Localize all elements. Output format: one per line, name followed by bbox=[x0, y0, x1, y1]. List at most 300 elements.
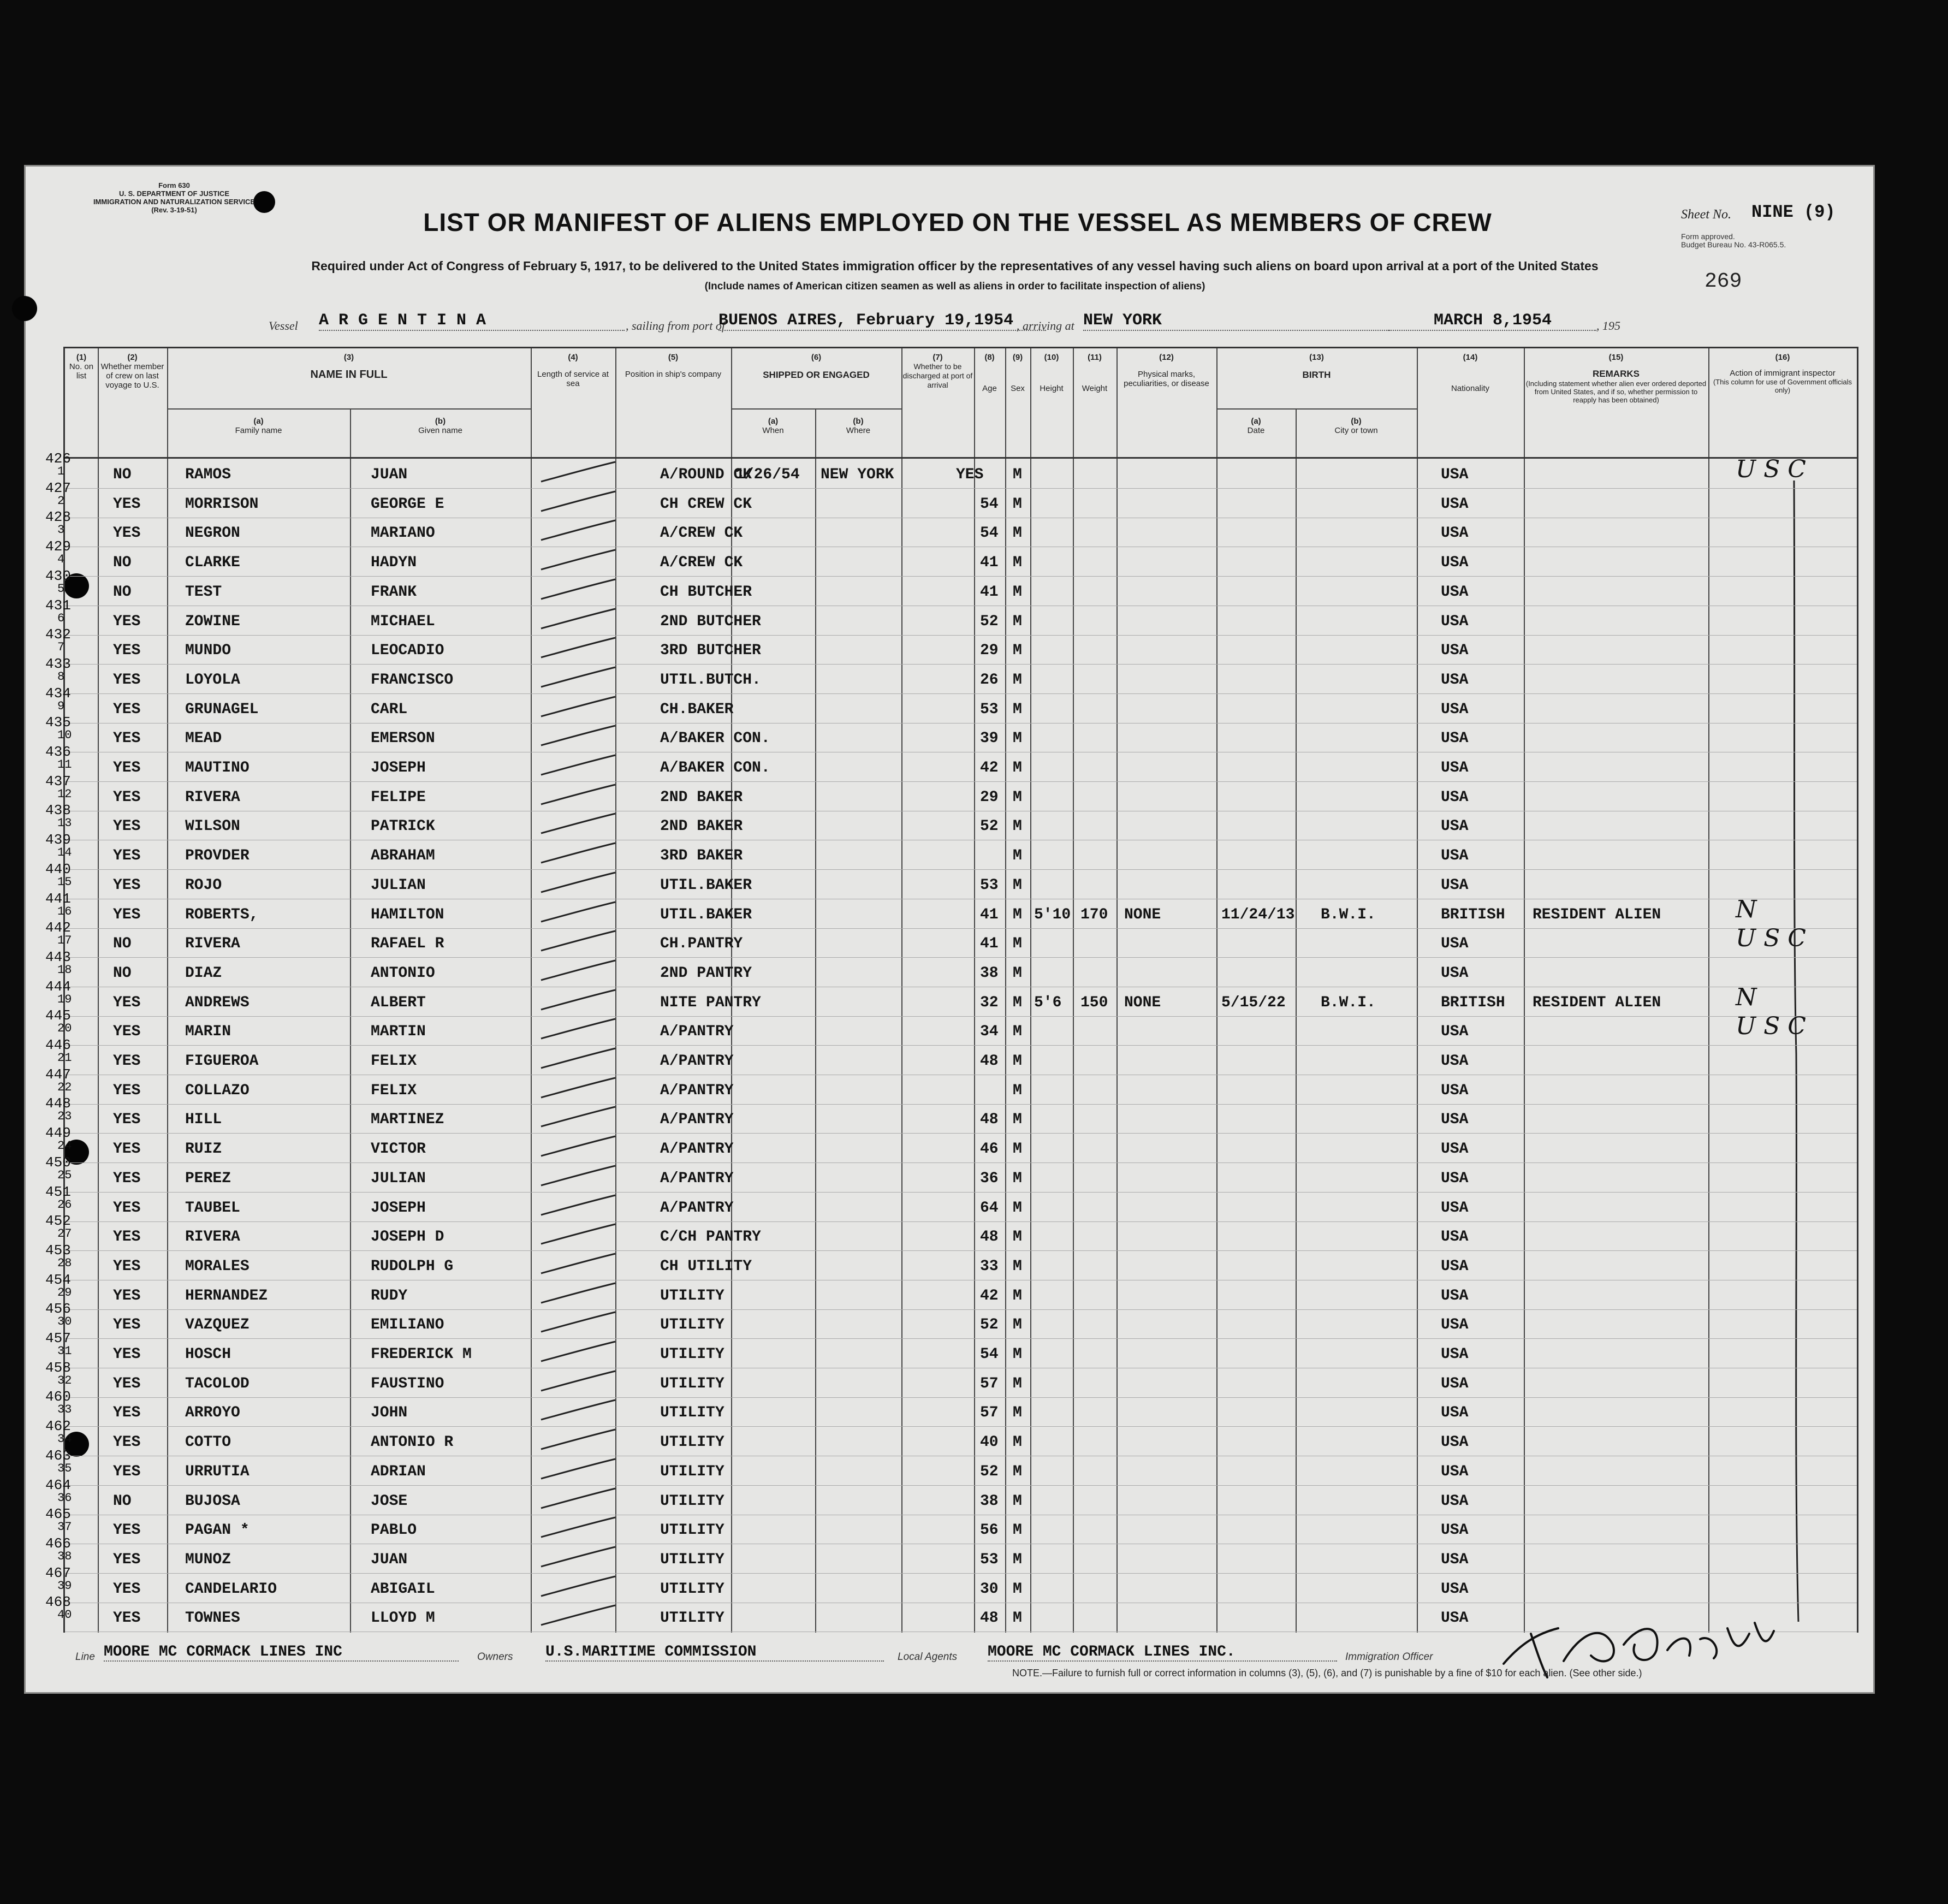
cell-given: ABIGAIL bbox=[371, 1580, 435, 1598]
cell-family: PEREZ bbox=[185, 1170, 231, 1187]
cell-crew: YES bbox=[113, 1141, 141, 1158]
col-3a-label: Family name bbox=[235, 426, 282, 435]
cell-action: N bbox=[1736, 983, 1765, 1011]
service-ditto-mark bbox=[538, 929, 620, 954]
owners: U.S.MARITIME COMMISSION bbox=[545, 1644, 884, 1662]
service-ditto-mark bbox=[538, 811, 620, 837]
col-13-number: (13) bbox=[1309, 353, 1324, 362]
cell-crew: YES bbox=[113, 525, 141, 542]
cell-family: MEAD bbox=[185, 730, 222, 748]
row-number bbox=[45, 1185, 72, 1212]
row-number bbox=[45, 1508, 72, 1534]
cell-nationality: USA bbox=[1441, 1522, 1469, 1539]
col-3-number: (3) bbox=[343, 353, 354, 362]
cell-given: MARTINEZ bbox=[371, 1111, 444, 1129]
line-number: 27 bbox=[57, 1227, 72, 1241]
row-number bbox=[45, 980, 72, 1006]
cell-position: C/CH PANTRY bbox=[660, 1229, 761, 1246]
cell-crew: YES bbox=[113, 1463, 141, 1480]
punch-hole bbox=[12, 296, 37, 321]
cell-action: N bbox=[1736, 895, 1765, 923]
cell-age: 26 bbox=[980, 671, 999, 689]
cell-sex: M bbox=[1013, 1111, 1022, 1129]
cell-given: PATRICK bbox=[371, 818, 435, 835]
cell-crew: YES bbox=[113, 495, 141, 513]
cell-age: 42 bbox=[980, 1287, 999, 1304]
row-number bbox=[45, 1273, 72, 1300]
list-number: 428 bbox=[45, 509, 71, 526]
cell-position: A/PANTRY bbox=[660, 1023, 734, 1041]
col-1-label: No. on list bbox=[69, 362, 94, 381]
cell-sex: M bbox=[1013, 730, 1022, 748]
cell-given: HADYN bbox=[371, 554, 417, 572]
cell-crew: YES bbox=[113, 906, 141, 923]
cell-nationality: USA bbox=[1441, 701, 1469, 718]
cell-given: JUAN bbox=[371, 1551, 408, 1568]
col-6-number: (6) bbox=[811, 353, 822, 362]
col-6-label: SHIPPED OR ENGAGED bbox=[763, 370, 870, 380]
service-ditto-mark bbox=[538, 723, 620, 749]
cell-given: LEOCADIO bbox=[371, 642, 444, 660]
cell-family: HOSCH bbox=[185, 1346, 231, 1363]
cell-sex: M bbox=[1013, 906, 1022, 923]
cell-crew: YES bbox=[113, 613, 141, 630]
row-number bbox=[45, 452, 71, 478]
cell-nationality: USA bbox=[1441, 613, 1469, 630]
list-number: 429 bbox=[45, 538, 71, 555]
cell-nationality: USA bbox=[1441, 671, 1469, 689]
list-number: 447 bbox=[45, 1066, 71, 1083]
cell-position: A/PANTRY bbox=[660, 1053, 734, 1070]
cell-given: ANTONIO R bbox=[371, 1434, 454, 1451]
cell-family: TAUBEL bbox=[185, 1199, 240, 1217]
col-6b-label: Where bbox=[846, 426, 871, 435]
cell-position: A/PANTRY bbox=[660, 1082, 734, 1099]
sailing-from: BUENOS AIRES, February 19,1954 bbox=[718, 311, 1046, 331]
cell-family: HILL bbox=[185, 1111, 222, 1129]
service-ditto-mark bbox=[538, 607, 620, 632]
cell-family: PAGAN * bbox=[185, 1522, 250, 1539]
row-number bbox=[45, 1390, 72, 1416]
line-number: 23 bbox=[57, 1110, 72, 1124]
list-number: 467 bbox=[45, 1564, 71, 1581]
table-header bbox=[63, 347, 1858, 459]
cell-nationality: USA bbox=[1441, 1258, 1469, 1275]
service-ditto-mark bbox=[538, 870, 620, 895]
col-9-label: Sex bbox=[1011, 384, 1025, 393]
cell-sex: M bbox=[1013, 935, 1022, 953]
col-5-label: Position in ship's company bbox=[625, 370, 722, 379]
row-number bbox=[45, 863, 72, 889]
col-13a-letter: (a) bbox=[1251, 417, 1261, 426]
cell-given: CARL bbox=[371, 701, 408, 718]
cell-bdate: 11/24/13 bbox=[1221, 906, 1295, 923]
col-10-label: Height bbox=[1040, 384, 1064, 393]
cell-family: RUIZ bbox=[185, 1141, 222, 1158]
cell-age: 38 bbox=[980, 1492, 999, 1510]
cell-nationality: USA bbox=[1441, 1346, 1469, 1363]
cell-family: HERNANDEZ bbox=[185, 1287, 268, 1304]
cell-position: 2ND BAKER bbox=[660, 818, 743, 835]
cell-nationality: USA bbox=[1441, 1141, 1469, 1158]
service-ditto-mark bbox=[538, 548, 620, 573]
cell-position: 3RD BAKER bbox=[660, 847, 743, 865]
list-number: 437 bbox=[45, 773, 71, 790]
cell-given: EMERSON bbox=[371, 730, 435, 748]
col-12-number: (12) bbox=[1159, 353, 1174, 362]
cell-given: FAUSTINO bbox=[371, 1375, 444, 1392]
col-10-number: (10) bbox=[1044, 353, 1059, 362]
cell-crew: YES bbox=[113, 642, 141, 660]
cell-action: USC bbox=[1736, 924, 1814, 953]
cell-crew: NO bbox=[113, 583, 132, 601]
cell-remarks: RESIDENT ALIEN bbox=[1533, 994, 1661, 1011]
cell-nationality: USA bbox=[1441, 1287, 1469, 1304]
cell-given: ANTONIO bbox=[371, 964, 435, 982]
cell-given: LLOYD M bbox=[371, 1610, 435, 1627]
cell-age: 34 bbox=[980, 1023, 999, 1041]
cell-sex: M bbox=[1013, 788, 1022, 806]
cell-weight: 170 bbox=[1080, 906, 1108, 923]
service-ditto-mark bbox=[538, 753, 620, 778]
cell-sex: M bbox=[1013, 1551, 1022, 1568]
service-ditto-mark bbox=[538, 1515, 620, 1540]
line-number: 14 bbox=[57, 846, 72, 860]
cell-family: LOYOLA bbox=[185, 671, 240, 689]
service-ditto-mark bbox=[538, 900, 620, 925]
cell-nationality: USA bbox=[1441, 730, 1469, 748]
service-ditto-mark bbox=[538, 1076, 620, 1101]
manifest-sheet bbox=[24, 165, 1875, 1694]
line-number: 21 bbox=[57, 1051, 72, 1065]
line-number: 12 bbox=[57, 787, 72, 801]
line-number: 29 bbox=[57, 1285, 72, 1300]
cell-age: 33 bbox=[980, 1258, 999, 1275]
service-ditto-mark bbox=[538, 1251, 620, 1277]
cell-crew: YES bbox=[113, 994, 141, 1011]
col-15-note: (Including statement whether alien ever ordered deported from United States, and if so, whether permission to reapply has been obtained) bbox=[1525, 379, 1707, 404]
cell-position: A/PANTRY bbox=[660, 1199, 734, 1217]
row-number bbox=[45, 1361, 72, 1387]
cell-nationality: USA bbox=[1441, 642, 1469, 660]
cell-sex: M bbox=[1013, 495, 1022, 513]
service-ditto-mark bbox=[538, 1545, 620, 1570]
col-13-label: BIRTH bbox=[1302, 370, 1331, 380]
cell-crew: YES bbox=[113, 1023, 141, 1041]
cell-family: DIAZ bbox=[185, 964, 222, 982]
list-number: 457 bbox=[45, 1330, 71, 1347]
table-row bbox=[45, 802, 1857, 840]
cell-position: A/CREW CK bbox=[660, 554, 743, 572]
service-ditto-mark bbox=[538, 1339, 620, 1365]
cell-position: 2ND BUTCHER bbox=[660, 613, 761, 630]
cell-family: MAUTINO bbox=[185, 760, 250, 776]
cell-nationality: USA bbox=[1441, 1434, 1469, 1451]
cell-sex: M bbox=[1013, 1229, 1022, 1246]
cell-nationality: USA bbox=[1441, 1053, 1469, 1070]
line-number: 28 bbox=[57, 1256, 72, 1270]
row-number bbox=[45, 1595, 72, 1622]
cell-nationality: USA bbox=[1441, 818, 1469, 835]
line-number: 25 bbox=[57, 1168, 72, 1182]
col-3-label: NAME IN FULL bbox=[310, 369, 388, 381]
cell-age: 36 bbox=[980, 1170, 999, 1187]
cell-sex: M bbox=[1013, 1404, 1022, 1422]
cell-age: 48 bbox=[980, 1610, 999, 1627]
cell-bcity: B.W.I. bbox=[1321, 906, 1376, 923]
cell-crew: YES bbox=[113, 876, 141, 894]
cell-nationality: USA bbox=[1441, 1610, 1469, 1627]
form-service: IMMIGRATION AND NATURALIZATION SERVICE bbox=[93, 198, 256, 206]
cell-age: 32 bbox=[980, 994, 999, 1011]
service-ditto-mark bbox=[538, 1134, 620, 1159]
cell-position: CH CREW CK bbox=[660, 495, 752, 513]
cell-given: FREDERICK M bbox=[371, 1346, 472, 1363]
cell-sex: M bbox=[1013, 1463, 1022, 1480]
cell-position: UTILITY bbox=[660, 1551, 724, 1568]
cell-sex: M bbox=[1013, 1316, 1022, 1334]
cell-age: 53 bbox=[980, 1551, 999, 1568]
cell-age: 48 bbox=[980, 1053, 999, 1070]
cell-marks: NONE bbox=[1124, 994, 1161, 1011]
cell-nationality: USA bbox=[1441, 760, 1469, 776]
cell-position: UTILITY bbox=[660, 1463, 724, 1480]
cell-position: UTIL.BUTCH. bbox=[660, 671, 761, 689]
cell-family: ANDREWS bbox=[185, 994, 250, 1011]
cell-family: RAMOS bbox=[185, 466, 231, 483]
cell-position: UTILITY bbox=[660, 1316, 724, 1334]
cell-nationality: USA bbox=[1441, 1023, 1469, 1041]
cell-age: 52 bbox=[980, 818, 999, 835]
cell-age: 53 bbox=[980, 701, 999, 718]
cell-given: JUAN bbox=[371, 466, 408, 483]
line-number: 31 bbox=[57, 1344, 72, 1358]
cell-family: ROBERTS, bbox=[185, 906, 259, 923]
list-number: 466 bbox=[45, 1535, 71, 1552]
cell-sex: M bbox=[1013, 1434, 1022, 1451]
cell-crew: NO bbox=[113, 1492, 132, 1510]
cell-age: 54 bbox=[980, 525, 999, 542]
cell-position: UTIL.BAKER bbox=[660, 906, 752, 923]
cell-family: FIGUEROA bbox=[185, 1053, 259, 1070]
list-number: 436 bbox=[45, 744, 71, 760]
service-ditto-mark bbox=[538, 1017, 620, 1042]
cell-given: GEORGE E bbox=[371, 495, 444, 513]
cell-age: 41 bbox=[980, 935, 999, 953]
cell-age: 41 bbox=[980, 906, 999, 923]
cell-given: EMILIANO bbox=[371, 1316, 444, 1334]
cell-sex: M bbox=[1013, 613, 1022, 630]
cell-sex: M bbox=[1013, 847, 1022, 865]
cell-age: 29 bbox=[980, 642, 999, 660]
col-3b-label: Given name bbox=[418, 426, 462, 435]
line-number: 33 bbox=[57, 1403, 72, 1417]
cell-family: CANDELARIO bbox=[185, 1580, 277, 1598]
col-3b-letter: (b) bbox=[435, 417, 446, 426]
service-ditto-mark bbox=[538, 1281, 620, 1306]
cell-given: ADRIAN bbox=[371, 1463, 426, 1480]
line-number: 6 bbox=[57, 611, 65, 625]
cell-family: RIVERA bbox=[185, 1229, 240, 1246]
cell-family: MARIN bbox=[185, 1023, 231, 1041]
cell-family: MORALES bbox=[185, 1258, 250, 1275]
cell-sex: M bbox=[1013, 1346, 1022, 1363]
cell-sex: M bbox=[1013, 964, 1022, 982]
cell-sex: M bbox=[1013, 1580, 1022, 1598]
line-number: 3 bbox=[57, 523, 65, 537]
cell-family: VAZQUEZ bbox=[185, 1316, 250, 1334]
col-4-number: (4) bbox=[568, 353, 578, 362]
cell-sex: M bbox=[1013, 466, 1022, 483]
cell-crew: NO bbox=[113, 935, 132, 953]
list-number: 451 bbox=[45, 1183, 71, 1200]
page-number: 269 bbox=[1704, 270, 1742, 293]
cell-position: CH BUTCHER bbox=[660, 583, 752, 601]
cell-crew: YES bbox=[113, 1287, 141, 1304]
col-4-label: Length of service at sea bbox=[537, 370, 609, 388]
col-1-number: (1) bbox=[76, 353, 87, 362]
cell-given: ABRAHAM bbox=[371, 847, 435, 865]
col-7-number: (7) bbox=[933, 353, 943, 362]
line-number: 20 bbox=[57, 1022, 72, 1036]
cell-sex: M bbox=[1013, 876, 1022, 894]
cell-nationality: USA bbox=[1441, 1580, 1469, 1598]
cell-crew: YES bbox=[113, 1053, 141, 1070]
cell-nationality: BRITISH bbox=[1441, 994, 1505, 1011]
cell-given: JOSEPH D bbox=[371, 1229, 444, 1246]
list-number: 430 bbox=[45, 567, 71, 584]
cell-age: 54 bbox=[980, 1346, 999, 1363]
cell-crew: YES bbox=[113, 1610, 141, 1627]
cell-sex: M bbox=[1013, 994, 1022, 1011]
cell-position: 2ND PANTRY bbox=[660, 964, 752, 982]
subtitle: Required under Act of Congress of February 5, 1917, to be delivered to the United States immigration officer by the representatives of any vessel having such aliens on board upon arrival at a port of the United States bbox=[311, 259, 1599, 273]
service-ditto-mark bbox=[538, 1105, 620, 1130]
cell-position: UTILITY bbox=[660, 1434, 724, 1451]
cell-family: MUNDO bbox=[185, 642, 231, 660]
row-number bbox=[45, 833, 72, 859]
cell-crew: YES bbox=[113, 760, 141, 776]
cell-age: 39 bbox=[980, 730, 999, 748]
officer-label: Immigration Officer bbox=[1345, 1651, 1433, 1663]
row-number bbox=[45, 540, 71, 566]
line-number: 10 bbox=[57, 728, 72, 743]
service-ditto-mark bbox=[538, 665, 620, 690]
row-number bbox=[45, 1564, 72, 1593]
cell-bcity: B.W.I. bbox=[1321, 994, 1376, 1011]
cell-age: 64 bbox=[980, 1199, 999, 1217]
cell-family: MUNOZ bbox=[185, 1551, 231, 1568]
col-3a-letter: (a) bbox=[253, 417, 264, 426]
cell-family: GRUNAGEL bbox=[185, 701, 259, 718]
cell-bdate: 5/15/22 bbox=[1221, 994, 1286, 1011]
cell-given: RAFAEL R bbox=[371, 935, 444, 953]
service-ditto-mark bbox=[538, 1486, 620, 1511]
cell-age: 52 bbox=[980, 613, 999, 630]
row-number bbox=[45, 567, 71, 596]
row-number bbox=[45, 716, 72, 742]
cell-position: UTILITY bbox=[660, 1580, 724, 1598]
cell-family: NEGRON bbox=[185, 525, 240, 542]
cell-given: VICTOR bbox=[371, 1141, 426, 1158]
list-number: 439 bbox=[45, 832, 71, 849]
row-number bbox=[45, 1449, 72, 1475]
service-ditto-mark bbox=[538, 1427, 620, 1452]
cell-crew: YES bbox=[113, 1111, 141, 1129]
cell-sex: M bbox=[1013, 1522, 1022, 1539]
cell-position: UTILITY bbox=[660, 1346, 724, 1363]
cell-nationality: USA bbox=[1441, 788, 1469, 806]
cell-crew: YES bbox=[113, 701, 141, 718]
col-5-number: (5) bbox=[668, 353, 679, 362]
cell-nationality: USA bbox=[1441, 964, 1469, 982]
vessel-name: A R G E N T I N A bbox=[319, 311, 625, 331]
service-ditto-mark bbox=[538, 1369, 620, 1394]
list-number: 449 bbox=[45, 1125, 71, 1142]
service-ditto-mark bbox=[538, 1046, 620, 1071]
cell-sex: M bbox=[1013, 1023, 1022, 1041]
sailing-label: , sailing from port of bbox=[626, 319, 725, 333]
cell-given: HAMILTON bbox=[371, 906, 444, 923]
list-number: 441 bbox=[45, 890, 71, 907]
cell-crew: YES bbox=[113, 818, 141, 835]
cell-position: CH.PANTRY bbox=[660, 935, 743, 953]
line-number: 1 bbox=[57, 465, 65, 478]
cell-sex: M bbox=[1013, 671, 1022, 689]
line-number: 5 bbox=[57, 582, 65, 596]
cell-family: PROVDER bbox=[185, 847, 250, 865]
cell-position: CH UTILITY bbox=[660, 1258, 752, 1275]
list-number: 443 bbox=[45, 948, 71, 965]
list-number: 442 bbox=[45, 920, 71, 936]
service-ditto-mark bbox=[538, 1310, 620, 1335]
cell-nationality: USA bbox=[1441, 495, 1469, 513]
col-9-number: (9) bbox=[1012, 353, 1023, 362]
cell-given: MARIANO bbox=[371, 525, 435, 542]
cell-sex: M bbox=[1013, 701, 1022, 718]
cell-action: USC bbox=[1736, 1012, 1814, 1041]
cell-sex: M bbox=[1013, 760, 1022, 776]
list-number: 453 bbox=[45, 1242, 71, 1259]
line-number: 32 bbox=[57, 1373, 72, 1387]
cell-given: JULIAN bbox=[371, 1170, 426, 1187]
cell-crew: YES bbox=[113, 730, 141, 748]
row-number bbox=[45, 511, 71, 537]
row-number bbox=[45, 1420, 72, 1446]
list-number: 444 bbox=[45, 978, 71, 995]
cell-family: BUJOSA bbox=[185, 1492, 240, 1510]
line-number: 37 bbox=[57, 1520, 72, 1534]
cell-nationality: USA bbox=[1441, 1111, 1469, 1129]
cell-crew: YES bbox=[113, 671, 141, 689]
sheet-number-label: Sheet No. bbox=[1681, 207, 1731, 222]
col-11-number: (11) bbox=[1088, 353, 1102, 362]
cell-family: ROJO bbox=[185, 876, 222, 894]
cell-age: 29 bbox=[980, 788, 999, 806]
service-ditto-mark bbox=[538, 841, 620, 866]
col-11-label: Weight bbox=[1082, 384, 1108, 393]
row-number bbox=[45, 1009, 72, 1035]
cell-sex: M bbox=[1013, 554, 1022, 572]
cell-when: 1/26/54 bbox=[735, 466, 800, 483]
cell-age: 57 bbox=[980, 1375, 999, 1392]
cell-sex: M bbox=[1013, 1199, 1022, 1217]
cell-sex: M bbox=[1013, 642, 1022, 660]
cell-nationality: USA bbox=[1441, 1551, 1469, 1568]
line-number: 19 bbox=[57, 992, 72, 1006]
row-number bbox=[45, 948, 72, 977]
line-number: 8 bbox=[57, 669, 65, 684]
